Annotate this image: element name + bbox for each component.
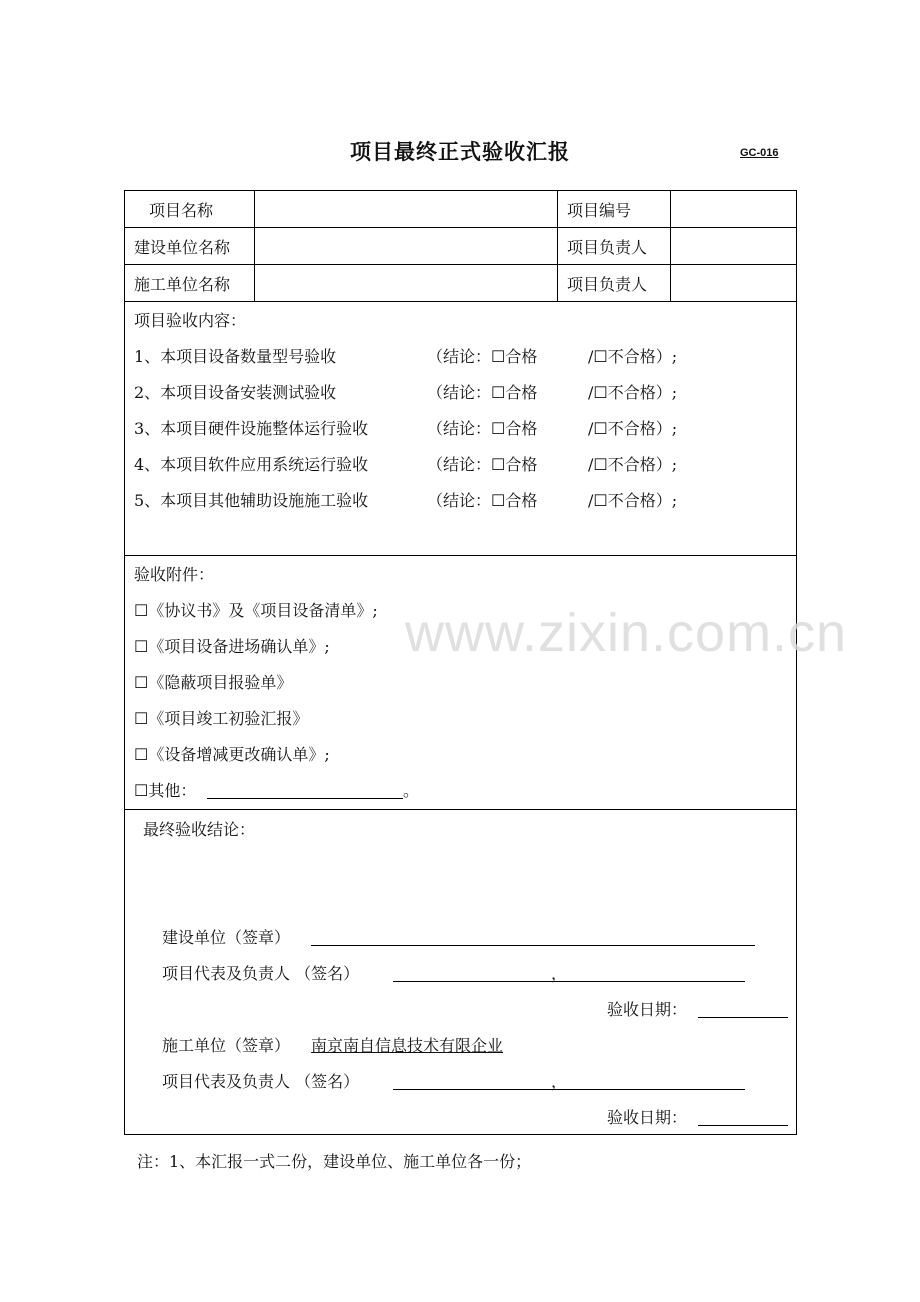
build-rep-sign-comma: ， <box>551 964 568 983</box>
attachment-item-2[interactable]: ☐《项目设备进场确认单》; <box>134 637 330 656</box>
acceptance-heading: 项目验收内容： <box>134 311 247 330</box>
build-date-label: 验收日期： <box>607 1000 688 1019</box>
acceptance-item-3-pass[interactable]: （结论：☐合格 <box>427 419 538 438</box>
build-leader-label: 项目负责人 <box>558 228 671 265</box>
info-row-build-unit <box>125 228 797 265</box>
page-title: 项目最终正式验收汇报 <box>350 140 570 164</box>
final-conclusion-section <box>125 810 797 1135</box>
acceptance-item-3: 3、本项目硬件设施整体运行验收 <box>134 419 369 438</box>
document-code: GC-016 <box>740 147 779 159</box>
watermark: www.zixin.com.cn <box>405 603 848 663</box>
construction-date-label: 验收日期： <box>607 1108 688 1127</box>
acceptance-content-section <box>125 302 797 556</box>
construction-rep-sign-label: 项目代表及负责人 （签名） <box>162 1072 360 1091</box>
acceptance-item-1-fail[interactable]: /☐不合格）; <box>588 347 678 366</box>
construction-leader-label: 项目负责人 <box>558 265 671 302</box>
info-row-construction-unit <box>125 265 797 302</box>
construction-unit-field[interactable] <box>255 265 558 302</box>
acceptance-item-2-fail[interactable]: /☐不合格）; <box>588 383 678 402</box>
acceptance-item-3-fail[interactable]: /☐不合格）; <box>588 419 678 438</box>
build-date-blank[interactable] <box>698 1017 788 1018</box>
acceptance-item-1: 1、本项目设备数量型号验收 <box>134 347 337 366</box>
construction-unit-seal-label: 施工单位（签章） <box>162 1036 291 1055</box>
acceptance-item-2-pass[interactable]: （结论：☐合格 <box>427 383 538 402</box>
attachment-item-5[interactable]: ☐《设备增减更改确认单》; <box>134 745 330 764</box>
construction-unit-label: 施工单位名称 <box>125 265 255 302</box>
acceptance-item-4-fail[interactable]: /☐不合格）; <box>588 455 678 474</box>
acceptance-form-table <box>124 190 797 1135</box>
construction-date-blank[interactable] <box>698 1125 788 1126</box>
attachment-item-1[interactable]: ☐《协议书》及《项目设备清单》; <box>134 601 378 620</box>
attachments-heading: 验收附件： <box>134 565 215 584</box>
build-leader-field[interactable] <box>671 228 797 265</box>
construction-rep-sign-blank[interactable] <box>393 1089 745 1090</box>
attachment-item-4[interactable]: ☐《项目竣工初验汇报》 <box>134 709 309 728</box>
attachment-other-blank[interactable] <box>207 798 403 799</box>
construction-leader-field[interactable] <box>671 265 797 302</box>
build-unit-seal-label: 建设单位（签章） <box>162 928 291 947</box>
attachment-item-3[interactable]: ☐《隐蔽项目报验单》 <box>134 673 293 692</box>
project-name-label: 项目名称 <box>125 191 255 228</box>
build-unit-field[interactable] <box>255 228 558 265</box>
info-row-project-name <box>125 191 797 228</box>
construction-rep-sign-comma: ， <box>551 1072 568 1091</box>
final-heading: 最终验收结论： <box>143 820 256 839</box>
project-name-field[interactable] <box>255 191 558 228</box>
acceptance-item-5-pass[interactable]: （结论：☐合格 <box>427 491 538 510</box>
project-number-field[interactable] <box>671 191 797 228</box>
acceptance-item-4: 4、本项目软件应用系统运行验收 <box>134 455 369 474</box>
attachment-other-label[interactable]: ☐其他： <box>134 781 197 800</box>
acceptance-item-1-pass[interactable]: （结论：☐合格 <box>427 347 538 366</box>
acceptance-item-4-pass[interactable]: （结论：☐合格 <box>427 455 538 474</box>
build-unit-seal-blank[interactable] <box>311 945 755 946</box>
acceptance-item-5: 5、本项目其他辅助设施施工验收 <box>134 491 369 510</box>
build-rep-sign-blank[interactable] <box>393 981 745 982</box>
build-rep-sign-label: 项目代表及负责人 （签名） <box>162 964 360 983</box>
build-unit-label: 建设单位名称 <box>125 228 255 265</box>
acceptance-item-2: 2、本项目设备安装测试验收 <box>134 383 337 402</box>
project-number-label: 项目编号 <box>558 191 671 228</box>
acceptance-item-5-fail[interactable]: /☐不合格）; <box>588 491 678 510</box>
construction-company-name: 南京南自信息技术有限企业 <box>311 1036 504 1055</box>
attachments-section <box>125 556 797 810</box>
footnote: 注：1、本汇报一式二份，建设单位、施工单位各一份； <box>137 1152 532 1171</box>
attachment-other-end: 。 <box>403 781 420 800</box>
